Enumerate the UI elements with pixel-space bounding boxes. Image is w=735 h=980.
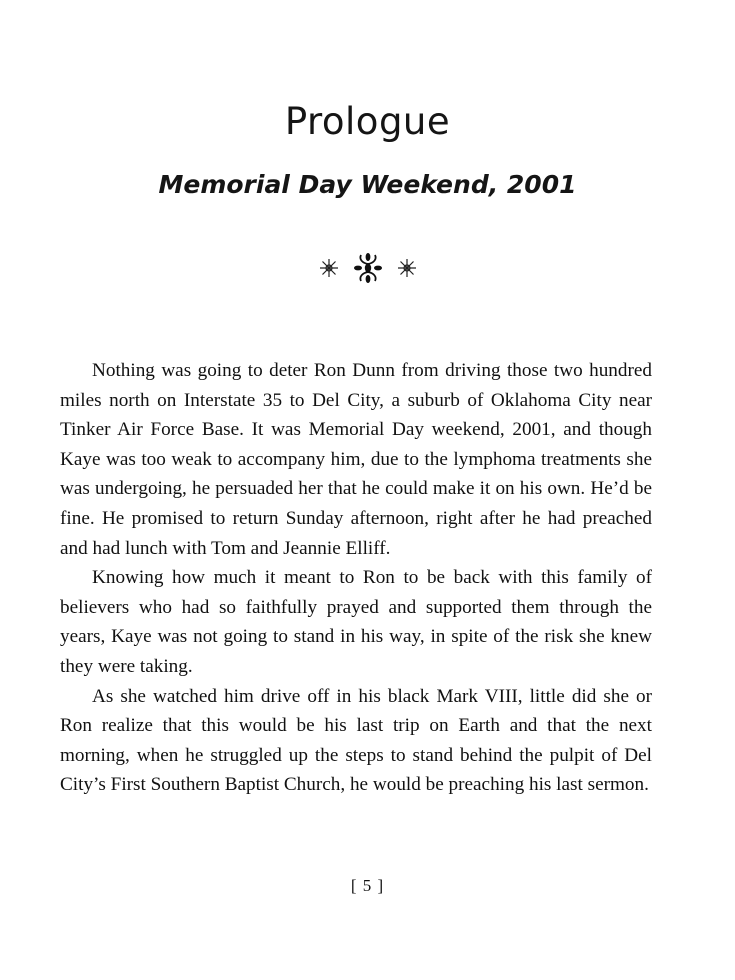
chapter-title: Prologue (284, 100, 451, 143)
paragraph: Knowing how much it meant to Ron to be back with this family of believers who had so faithfully prayed and supported them through the years, Kaye was not going to stand in his way, in spite of the risk she knew they were taking. (60, 567, 652, 677)
small-flourish-icon (397, 258, 417, 278)
fleuron-icon (353, 252, 383, 284)
chapter-subtitle: Memorial Day Weekend, 2001 (158, 170, 577, 199)
ornament-divider (0, 252, 735, 284)
page-number: [ 5 ] (350, 876, 385, 895)
paragraph: As she watched him drive off in his black Mark VIII, little did she or Ron realize that this would be his last trip on Earth and that the next morning, when he struggled up the steps to stand behind the pulpit of Del City’s First Southern Baptist Church, he would be preaching his last sermon. (60, 685, 652, 796)
paragraph: Nothing was going to deter Ron Dunn from driving those two hundred miles north on Interstate 35 to Del City, a suburb of Oklahoma City near Tinker Air Force Base. It was Memorial Day weekend, 2001, and though Kaye was too weak to accompany him, due to the lymphoma treatments she was undergoing, he persuaded her that he could make it on his own. He’d be fine. He promised to return Sunday afternoon, right after he had preached and had lunch with Tom and Jeannie Elliff. (60, 360, 652, 559)
body-text (60, 356, 652, 800)
small-flourish-icon (319, 258, 339, 278)
